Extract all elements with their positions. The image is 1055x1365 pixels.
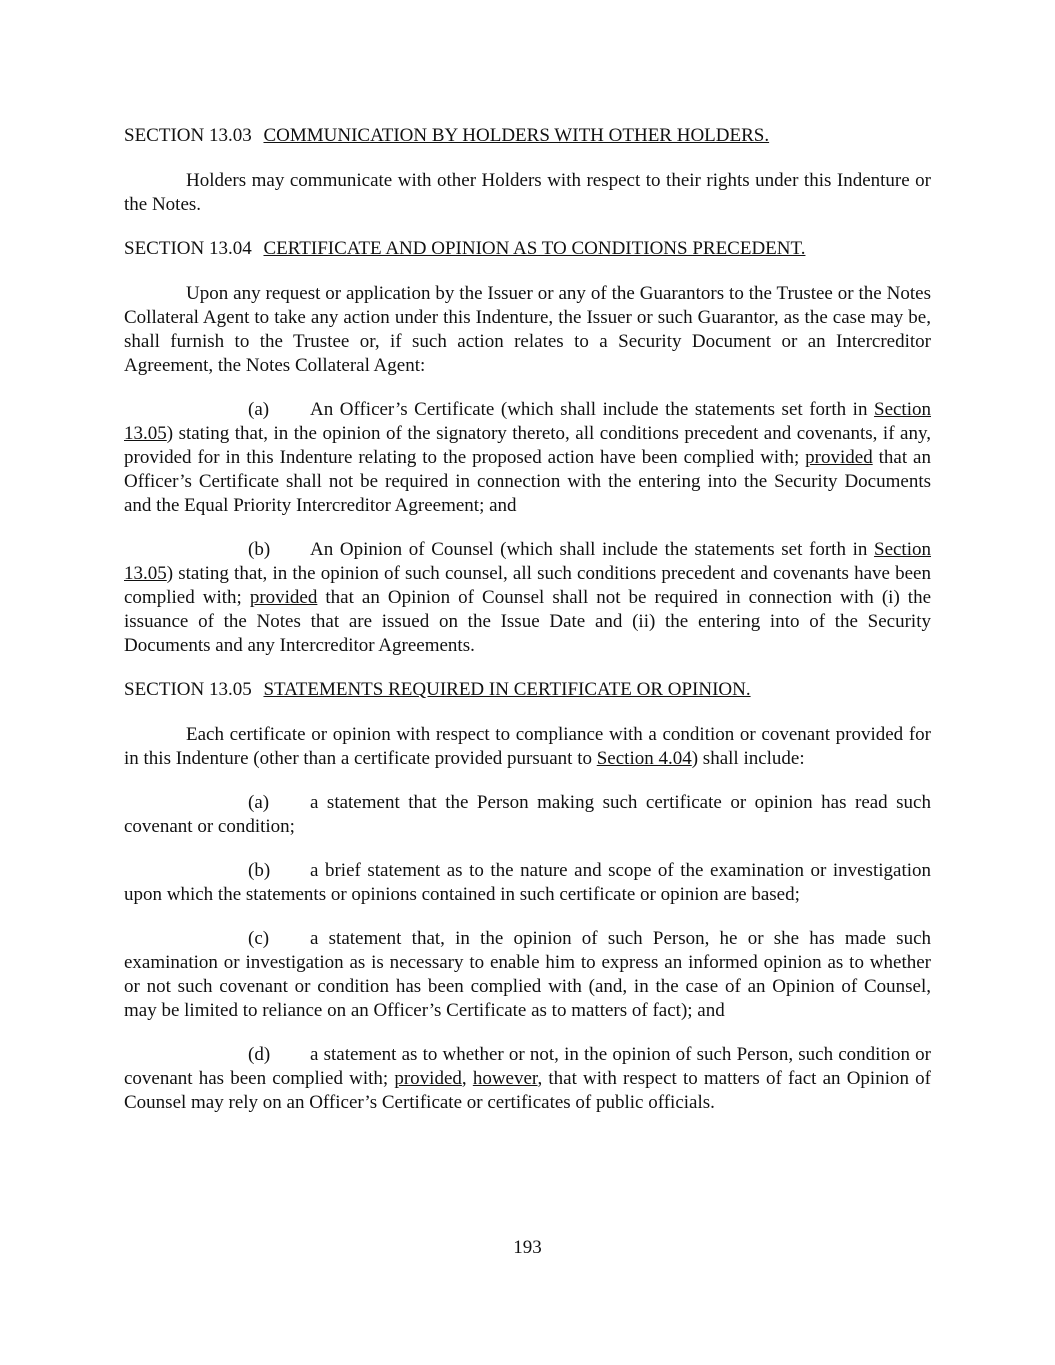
underlined-term: provided <box>805 447 873 468</box>
cross-reference: Section 4.04 <box>596 748 692 769</box>
item-marker: (a) <box>248 792 270 813</box>
section-13-05-item-c <box>124 927 931 1023</box>
section-number: SECTION 13.04 <box>124 238 252 259</box>
item-marker: (b) <box>248 539 271 560</box>
cross-reference: Section 13.05 <box>124 399 931 444</box>
section-13-05-item-a <box>124 791 931 839</box>
underlined-term: provided <box>249 587 318 608</box>
section-13-03-body: Holders may communicate with other Holders with respect to their rights under this Indenture or the Notes. <box>124 170 931 215</box>
item-marker: (b) <box>248 860 271 881</box>
item-text: a statement that, in the opinion of such Person, he or she has made such examination or investigation as is necessary to enable him to express an informed opinion as to whether or not such covenant or condition has been complied with (and, in the case of an Opinion of Counsel, may be limited to reliance on an Officer’s Certificate as to matters of fact); and <box>124 928 931 1021</box>
section-13-05-body <box>124 723 931 771</box>
section-13-04-item-b <box>124 538 931 658</box>
item-text: , that with respect to matters of fact an Opinion of Counsel may rely on an Officer’s Certificate or certificates of public officials. <box>124 1068 931 1113</box>
item-text: ) stating that, in the opinion of such counsel, all such conditions precedent and covenants have been complied with; <box>124 563 931 608</box>
item-marker: (d) <box>248 1044 271 1065</box>
section-13-05-heading <box>124 678 931 702</box>
item-text: An Opinion of Counsel (which shall include the statements set forth in <box>310 539 874 560</box>
item-marker: (c) <box>248 928 270 949</box>
item-text: that an Opinion of Counsel shall not be required in connection with (i) the issuance of the Notes that are issued on the Issue Date and (ii) the entering into of the Security Documents and any Intercreditor Agreements. <box>124 587 932 656</box>
section-13-04-body: Upon any request or application by the Issuer or any of the Guarantors to the Trustee or the Notes Collateral Agent to take any action under this Indenture, the Issuer or such Guarantor, as the case may be, shall furnish to the Trustee or, if such action relates to a Security Document or an Intercreditor Agreement, the Notes Collateral Agent: <box>124 283 931 376</box>
item-text: An Officer’s Certificate (which shall include the statements set forth in <box>310 399 874 420</box>
section-number: SECTION 13.03 <box>124 125 252 146</box>
section-13-05-item-d <box>124 1043 931 1115</box>
section-title: COMMUNICATION BY HOLDERS WITH OTHER HOLDERS. <box>263 125 770 146</box>
item-text: a statement that the Person making such certificate or opinion has read such covenant or condition; <box>124 792 931 837</box>
item-marker: (a) <box>248 399 270 420</box>
body-text: Each certificate or opinion with respect to compliance with a condition or covenant provided for in this Indenture (other than a certificate provided pursuant to <box>124 724 931 769</box>
item-text: , <box>461 1068 473 1089</box>
underlined-term: however <box>472 1068 538 1089</box>
page-number: 193 <box>513 1237 542 1258</box>
section-number: SECTION 13.05 <box>124 679 252 700</box>
section-title: CERTIFICATE AND OPINION AS TO CONDITIONS PRECEDENT. <box>263 238 806 259</box>
cross-reference: Section 13.05 <box>124 539 931 584</box>
underlined-term: provided <box>394 1068 462 1089</box>
section-13-04-heading <box>124 237 931 261</box>
section-13-04-item-a <box>124 398 931 518</box>
body-text: ) shall include: <box>691 748 805 769</box>
section-13-03-heading <box>124 124 931 148</box>
section-title: STATEMENTS REQUIRED IN CERTIFICATE OR OPINION. <box>263 679 751 700</box>
section-13-05-item-b <box>124 859 931 907</box>
document-page <box>124 124 931 1135</box>
item-text: ) stating that, in the opinion of the signatory thereto, all conditions precedent and covenants, if any, provided for in this Indenture relating to the proposed action have been complied with; <box>124 423 931 468</box>
item-text: a statement as to whether or not, in the opinion of such Person, such condition or covenant has been complied with; <box>124 1044 931 1089</box>
item-text: that an Officer’s Certificate shall not be required in connection with the entering into the Security Documents and the Equal Priority Intercreditor Agreement; and <box>124 447 931 516</box>
item-text: a brief statement as to the nature and scope of the examination or investigation upon which the statements or opinions contained in such certificate or opinion are based; <box>124 860 931 905</box>
